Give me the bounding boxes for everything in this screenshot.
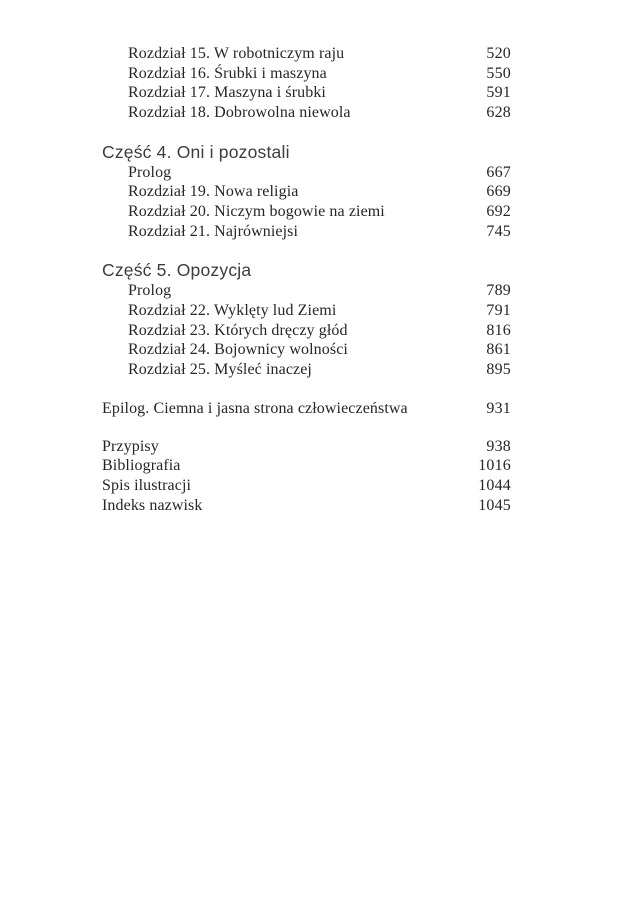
toc-entry-page: 816 (486, 321, 511, 339)
toc-backmatter-entry (102, 496, 511, 516)
toc-entry-title: Rozdział 24. Bojownicy wolności (128, 341, 348, 359)
toc-entry (102, 163, 511, 183)
toc-entry (102, 202, 511, 222)
toc-entry (102, 103, 511, 123)
toc-entry-title: Rozdział 19. Nowa religia (128, 183, 299, 201)
part-heading: Część 4. Oni i pozostali (102, 141, 290, 162)
toc-entry-title: Rozdział 23. Których dręczy głód (128, 321, 348, 339)
toc-entry (102, 321, 511, 341)
toc-entry-page: 791 (486, 301, 511, 319)
table-of-contents (102, 44, 511, 515)
toc-entry-title: Prolog (128, 282, 172, 300)
toc-entry-page: 1044 (478, 477, 511, 495)
toc-epilog-entry (102, 399, 511, 419)
toc-entry-page: 550 (486, 64, 511, 82)
toc-entry-page: 789 (486, 282, 511, 300)
toc-backmatter-entry (102, 437, 511, 457)
toc-entry (102, 182, 511, 202)
toc-entry-title: Rozdział 15. W robotniczym raju (128, 45, 345, 62)
toc-entry-page: 667 (486, 163, 511, 181)
toc-entry-title: Rozdział 18. Dobrowolna niewola (128, 103, 351, 121)
toc-entry-page: 591 (486, 84, 511, 102)
toc-entry-title: Indeks nazwisk (102, 496, 203, 514)
toc-entry-title: Rozdział 20. Niczym bogowie na ziemi (128, 202, 385, 220)
toc-entry-page: 861 (486, 341, 511, 359)
toc-entry-title: Epilog. Ciemna i jasna strona człowieczeństwa (102, 400, 408, 418)
toc-entry-title: Spis ilustracji (102, 477, 192, 495)
toc-entry-page: 669 (486, 183, 511, 201)
toc-entry-title: Bibliografia (102, 457, 181, 475)
toc-entry-page: 745 (486, 222, 511, 240)
toc-entry-page: 931 (486, 400, 511, 418)
toc-entry-title: Rozdział 17. Maszyna i śrubki (128, 84, 326, 102)
toc-entry (102, 360, 511, 380)
toc-entry-title: Rozdział 21. Najrówniejsi (128, 222, 299, 240)
toc-entry-title: Rozdział 16. Śrubki i maszyna (128, 64, 327, 82)
toc-entry-page: 895 (486, 360, 511, 378)
toc-entry-page: 628 (486, 103, 511, 121)
toc-entry (102, 301, 511, 321)
toc-entry-page: 938 (486, 437, 511, 455)
toc-entry (102, 83, 511, 103)
toc-entry-page: 1045 (478, 496, 511, 514)
toc-backmatter-entry (102, 456, 511, 476)
toc-entry-page: 520 (486, 45, 511, 62)
toc-entry-title: Przypisy (102, 437, 159, 455)
toc-entry (102, 64, 511, 84)
toc-entry-title: Prolog (128, 163, 172, 181)
toc-backmatter-entry (102, 476, 511, 496)
part-heading: Część 5. Opozycja (102, 260, 252, 281)
toc-entry-title: Rozdział 25. Myśleć inaczej (128, 360, 312, 378)
toc-entry (102, 340, 511, 360)
toc-entry (102, 281, 511, 301)
toc-entry-title: Rozdział 22. Wyklęty lud Ziemi (128, 301, 337, 319)
toc-entry (102, 44, 511, 64)
toc-entry-page: 1016 (478, 457, 511, 475)
toc-entry (102, 222, 511, 242)
toc-entry-page: 692 (486, 202, 511, 220)
